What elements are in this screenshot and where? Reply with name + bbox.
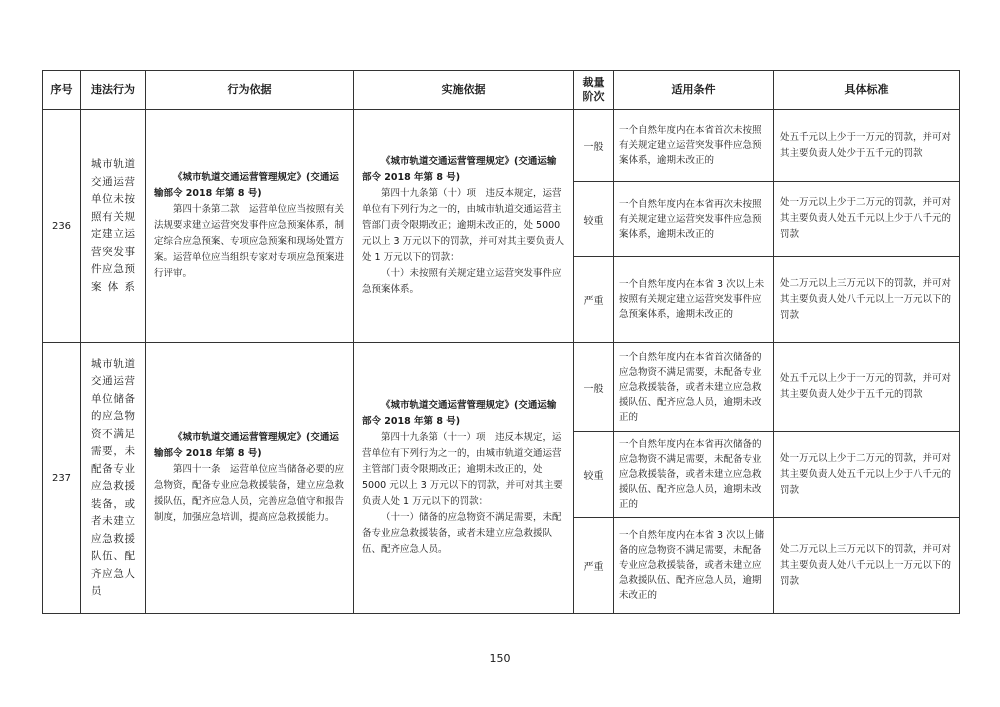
header-no: 序号: [43, 71, 81, 110]
standard-cell: 处二万元以上三万元以下的罚款，并可对其主要负责人处八千元以上一万元以下的罚款: [774, 518, 960, 614]
level-cell: 较重: [574, 432, 614, 518]
header-level: 裁量阶次: [574, 71, 614, 110]
implementation-cell: [354, 343, 574, 614]
condition-cell: 一个自然年度内在本省 3 次以上储备的应急物资不满足需要，未配备专业应急救援装备，或者未建立应急救援队伍、配齐应急人员，逾期未改正的: [614, 518, 774, 614]
header-violation: 违法行为: [81, 71, 146, 110]
impl-text: 第四十九条第（十）项 违反本规定，运营单位有下列行为之一的，由城市轨道交通运营主管部门责令限期改正；逾期未改正的，处 5000 元以上 3 万元以下的罚款，并可对其主要负责人处 1 万元以下的罚款：: [362, 188, 565, 263]
basis-title: 《城市轨道交通运营管理规定》(交通运输部令 2018 年第 8 号): [154, 432, 339, 459]
row-number: 236: [43, 110, 81, 343]
basis-text: 第四十一条 运营单位应当储备必要的应急物资，配备专业应急救援装备，建立应急救援队伍，配齐应急人员，完善应急值守和报告制度，加强应急培训，提高应急救援能力。: [154, 464, 345, 523]
standard-cell: 处一万元以上少于二万元的罚款，并可对其主要负责人处五千元以上少于八千元的罚款: [774, 182, 960, 257]
basis-cell: [146, 343, 354, 614]
impl-title: 《城市轨道交通运营管理规定》(交通运输部令 2018 年第 8 号): [362, 156, 557, 183]
header-condition: 适用条件: [614, 71, 774, 110]
basis-cell: [146, 110, 354, 343]
impl-title: 《城市轨道交通运营管理规定》(交通运输部令 2018 年第 8 号): [362, 400, 557, 427]
impl-text: 第四十九条第（十一）项 违反本规定，运营单位有下列行为之一的，由城市轨道交通运营主管部门责令限期改正；逾期未改正的，处 5000 元以上 3 万元以下的罚款，并可对其主要负责人处 1 万元以下的罚款：: [362, 432, 563, 507]
table-row: [43, 343, 960, 432]
standard-cell: 处一万元以上少于二万元的罚款，并可对其主要负责人处五千元以上少于八千元的罚款: [774, 432, 960, 518]
page-number: 150: [489, 652, 511, 665]
basis-title: 《城市轨道交通运营管理规定》(交通运输部令 2018 年第 8 号): [154, 172, 339, 199]
basis-text: 第四十条第二款 运营单位应当按照有关法规要求建立运营突发事件应急预案体系，制定综合应急预案、专项应急预案和现场处置方案。运营单位应当组织专家对专项应急预案进行评审。: [154, 204, 345, 279]
condition-cell: 一个自然年度内在本省 3 次以上未按照有关规定建立运营突发事件应急预案体系，逾期未改正的: [614, 257, 774, 343]
penalty-standards-table: [42, 70, 960, 614]
violation-cell: 城市轨道交通运营单位未按照有关规定建立运营突发事件应急预案体系: [81, 110, 146, 343]
level-cell: 严重: [574, 518, 614, 614]
impl-item: （十）未按照有关规定建立运营突发事件应急预案体系。: [362, 268, 562, 295]
violation-cell: 城市轨道交通运营单位储备的应急物资不满足需要，未配备专业应急救援装备，或者未建立应急救援队伍、配齐应急人员: [81, 343, 146, 614]
row-number: 237: [43, 343, 81, 614]
level-cell: 较重: [574, 182, 614, 257]
level-cell: 一般: [574, 110, 614, 182]
header-standard: 具体标准: [774, 71, 960, 110]
impl-item: （十一）储备的应急物资不满足需要，未配备专业应急救援装备，或者未建立应急救援队伍、配齐应急人员。: [362, 512, 562, 555]
level-cell: 严重: [574, 257, 614, 343]
header-basis: 行为依据: [146, 71, 354, 110]
header-row: [43, 71, 960, 110]
implementation-cell: [354, 110, 574, 343]
condition-cell: 一个自然年度内在本省再次储备的应急物资不满足需要，未配备专业应急救援装备，或者未建立应急救援队伍、配齐应急人员，逾期未改正的: [614, 432, 774, 518]
level-cell: 一般: [574, 343, 614, 432]
standard-cell: 处二万元以上三万元以下的罚款，并可对其主要负责人处八千元以上一万元以下的罚款: [774, 257, 960, 343]
header-implementation: 实施依据: [354, 71, 574, 110]
condition-cell: 一个自然年度内在本省再次未按照有关规定建立运营突发事件应急预案体系，逾期未改正的: [614, 182, 774, 257]
standard-cell: 处五千元以上少于一万元的罚款，并可对其主要负责人处少于五千元的罚款: [774, 110, 960, 182]
condition-cell: 一个自然年度内在本省首次储备的应急物资不满足需要，未配备专业应急救援装备，或者未建立应急救援队伍、配齐应急人员，逾期未改正的: [614, 343, 774, 432]
table-row: [43, 110, 960, 182]
condition-cell: 一个自然年度内在本省首次未按照有关规定建立运营突发事件应急预案体系，逾期未改正的: [614, 110, 774, 182]
standard-cell: 处五千元以上少于一万元的罚款，并可对其主要负责人处少于五千元的罚款: [774, 343, 960, 432]
